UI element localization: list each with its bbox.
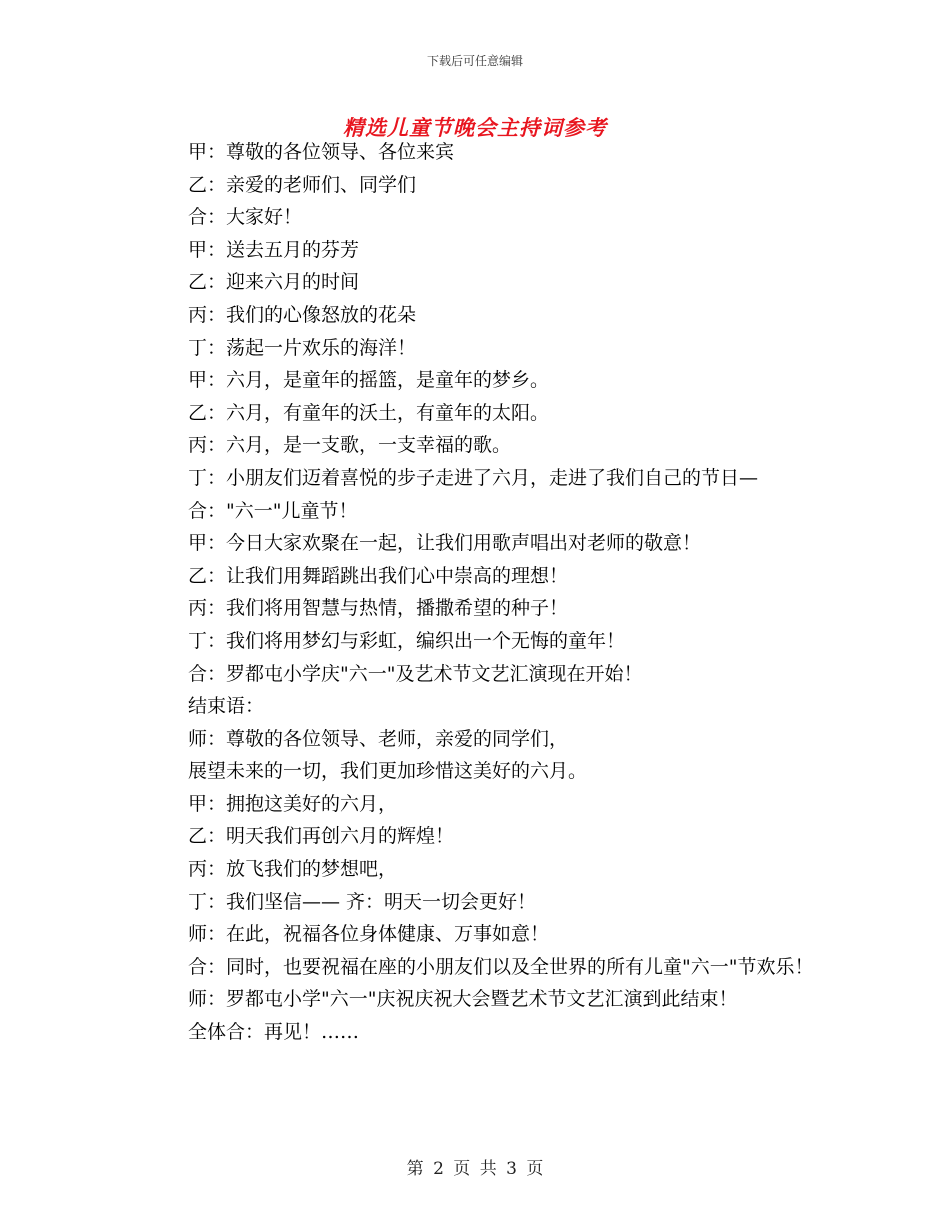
paragraph: 师：尊敬的各位领导、老师，亲爱的同学们， — [188, 727, 569, 750]
paragraph: 丁：我们将用梦幻与彩虹，编织出一个无悔的童年！ — [188, 629, 626, 652]
paragraph: 师：在此，祝福各位身体健康、万事如意！ — [188, 923, 550, 946]
paragraph: 师：罗都屯小学"六一"庆祝庆祝大会暨艺术节文艺汇演到此结束！ — [188, 988, 738, 1011]
paragraph: 丙：放飞我们的梦想吧， — [188, 858, 398, 881]
page-header-note: 下载后可任意编辑 — [426, 54, 523, 68]
paragraph: 乙：亲爱的老师们、同学们 — [188, 173, 417, 196]
paragraph: 甲：尊敬的各位领导、各位来宾 — [188, 141, 455, 163]
paragraph: 全体合：再见！…… — [188, 1021, 360, 1044]
paragraph: 合：罗都屯小学庆"六一"及艺术节文艺汇演现在开始！ — [188, 662, 643, 685]
paragraph: 展望未来的一切，我们更加珍惜这美好的六月。 — [188, 760, 588, 783]
paragraph: 乙：让我们用舞蹈跳出我们心中崇高的理想！ — [188, 564, 569, 587]
paragraph: 甲：拥抱这美好的六月， — [188, 792, 398, 815]
paragraph: 合："六一"儿童节！ — [188, 499, 358, 522]
paragraph: 甲：今日大家欢聚在一起，让我们用歌声唱出对老师的敬意！ — [188, 532, 702, 555]
paragraph: 丁：荡起一片欢乐的海洋！ — [188, 336, 417, 359]
document-body — [144, 136, 814, 1049]
page-number: 第 2 页 共 3 页 — [406, 1159, 544, 1179]
paragraph: 乙：六月，有童年的沃土，有童年的太阳。 — [188, 401, 550, 424]
paragraph: 甲：六月，是童年的摇篮，是童年的梦乡。 — [188, 369, 550, 392]
paragraph: 丙：我们的心像怒放的花朵 — [188, 303, 417, 326]
paragraph: 丙：六月，是一支歌，一支幸福的歌。 — [188, 434, 512, 457]
paragraph: 合：同时，也要祝福在座的小朋友们以及全世界的所有儿童"六一"节欢乐！ — [188, 955, 814, 978]
paragraph: 结束语： — [188, 695, 265, 718]
paragraph: 合：大家好！ — [188, 206, 303, 229]
paragraph: 乙：明天我们再创六月的辉煌！ — [188, 825, 455, 848]
paragraph: 丁：小朋友们迈着喜悦的步子走进了六月，走进了我们自己的节日— — [188, 466, 759, 489]
paragraph: 甲：送去五月的芬芳 — [188, 238, 360, 261]
document-title: 精选儿童节晚会主持词参考 — [343, 115, 607, 140]
paragraph: 丙：我们将用智慧与热情，播撒希望的种子！ — [188, 597, 569, 620]
paragraph: 丁：我们坚信—— 齐：明天一切会更好！ — [188, 890, 537, 913]
paragraph: 乙：迎来六月的时间 — [188, 271, 360, 294]
